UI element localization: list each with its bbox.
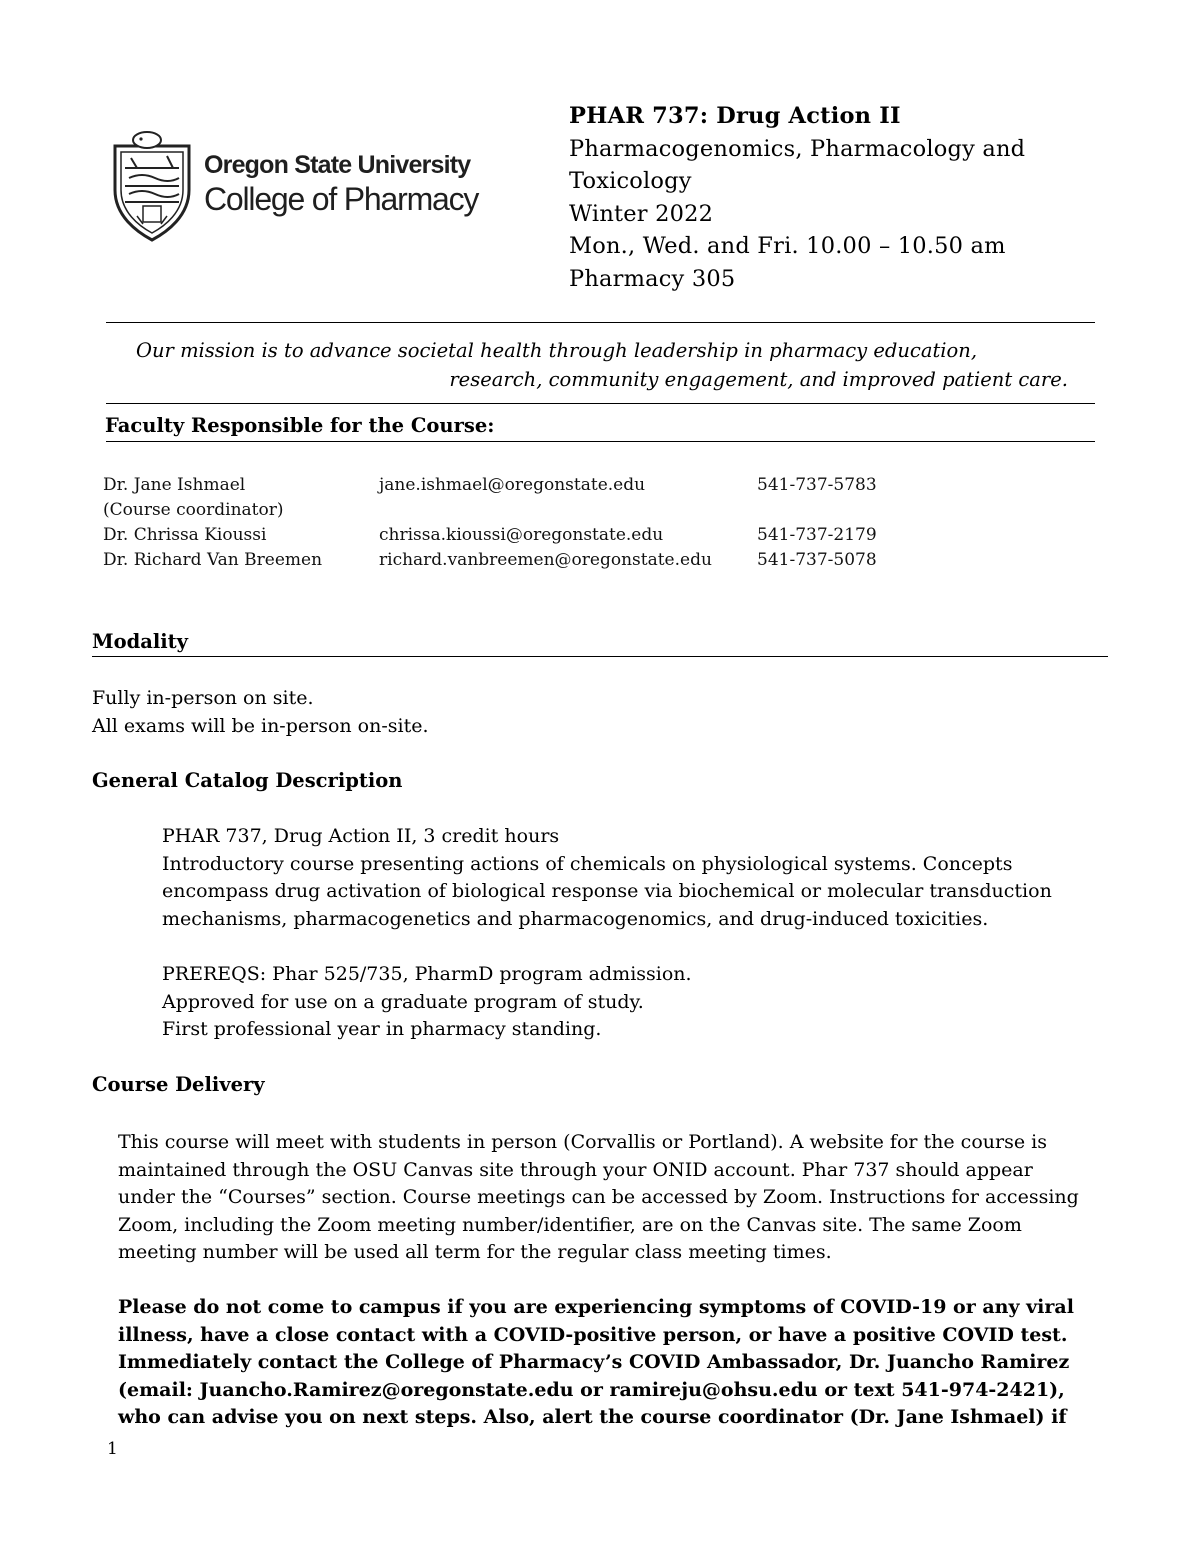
mission-statement [100,336,1068,394]
delivery-text [118,1129,1108,1267]
catalog-line: encompass drug activation of biological response via biochemical or molecular transduction [162,880,1052,902]
catalog-heading: General Catalog Description [92,769,403,792]
catalog-line: mechanisms, pharmacogenetics and pharmacogenomics, and drug-induced toxicities. [162,907,989,930]
course-subtitle-line1: Pharmacogenomics, Pharmacology and [569,135,1026,162]
course-subtitle-line2: Toxicology [569,168,692,194]
catalog-prereqs [162,961,1062,1044]
covid-warning [118,1294,1118,1432]
faculty-name: Dr. Jane Ishmael [103,475,246,495]
faculty-phone: 541-737-2179 [757,525,877,545]
course-title: PHAR 737: Drug Action II [569,103,901,129]
logo-wordmark [204,150,478,218]
faculty-phone: 541-737-5783 [757,475,877,495]
modality-text [92,685,429,740]
faculty-email[interactable]: chrissa.kioussi@oregonstate.edu [379,525,664,545]
faculty-name: Dr. Chrissa Kioussi [103,525,267,545]
course-header [569,100,1025,295]
modality-heading: Modality [92,630,189,653]
page-number: 1 [107,1439,118,1459]
modality-line1: Fully in-person on site. [92,687,314,709]
course-room: Pharmacy 305 [569,265,736,292]
catalog-line: PHAR 737, Drug Action II, 3 credit hours [162,825,560,847]
mission-line1: Our mission is to advance societal health through leadership in pharmacy education, [136,339,978,362]
delivery-line: under the “Courses” section. Course meetings can be accessed by Zoom. Instructions for accessing [118,1186,1079,1208]
divider-mission [106,403,1095,404]
prereq-line: First professional year in pharmacy standing. [162,1018,602,1040]
divider-modality [92,656,1108,657]
catalog-description [162,823,1102,933]
osu-beaver-shield-icon [107,128,197,244]
delivery-line: maintained through the OSU Canvas site through your ONID account. Phar 737 should appear [118,1158,1033,1181]
faculty-name: Dr. Richard Van Breemen [103,550,323,570]
divider-faculty [106,441,1095,442]
divider-top [106,322,1095,323]
delivery-heading: Course Delivery [92,1073,265,1096]
faculty-heading: Faculty Responsible for the Course: [105,414,495,437]
prereq-line: Approved for use on a graduate program of study. [162,990,644,1013]
catalog-line: Introductory course presenting actions of chemicals on physiological systems. Concepts [162,852,1013,875]
course-schedule: Mon., Wed. and Fri. 10.00 – 10.50 am [569,233,1006,259]
warning-line: who can advise you on next steps. Also, alert the course coordinator (Dr. Jane Ishmael) if [118,1406,1067,1428]
delivery-line: meeting number will be used all term for the regular class meeting times. [118,1241,832,1263]
course-term: Winter 2022 [569,200,714,227]
faculty-phone: 541-737-5078 [757,550,877,570]
faculty-role: (Course coordinator) [103,500,284,520]
faculty-email[interactable]: richard.vanbreemen@oregonstate.edu [379,550,712,570]
delivery-line: Zoom, including the Zoom meeting number/identifier, are on the Canvas site. The same Zoom [118,1213,1022,1236]
college-name: College of Pharmacy [204,181,479,217]
faculty-email[interactable]: jane.ishmael@oregonstate.edu [379,475,646,495]
warning-line: illness, have a close contact with a COVID-positive person, or have a positive COVID test. [118,1323,1068,1346]
warning-line: Please do not come to campus if you are experiencing symptoms of COVID-19 or any viral [118,1296,1074,1318]
modality-line2: All exams will be in-person on-site. [92,714,429,737]
warning-line: (email: Juancho.Ramirez@oregonstate.edu or ramireju@ohsu.edu or text 541-974-2421), [118,1378,1065,1401]
mission-line2: research, community engagement, and improved patient care. [449,368,1068,391]
warning-line: Immediately contact the College of Pharmacy’s COVID Ambassador, Dr. Juancho Ramirez [118,1351,1070,1373]
university-name: Oregon State University [204,151,471,179]
prereq-line: PREREQS: Phar 525/735, PharmD program admission. [162,963,692,985]
delivery-line: This course will meet with students in person (Corvallis or Portland). A website for the course is [118,1131,1047,1153]
